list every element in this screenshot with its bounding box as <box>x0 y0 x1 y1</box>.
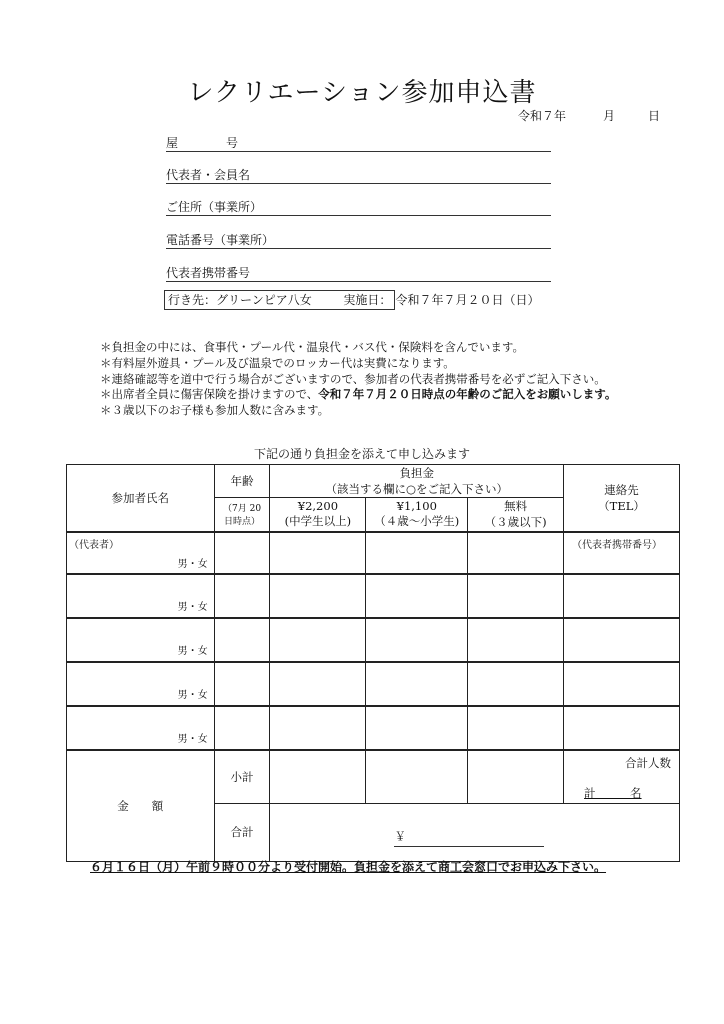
event-date-label: 実施日： <box>343 293 392 307</box>
fee-2200-cell[interactable] <box>270 574 366 618</box>
note-3: ＊連絡確認等を道中で行う場合がございますので、参加者の代表者携帯番号を必ずご記入下さい。 <box>100 371 606 386</box>
fee-price-free: 無料 <box>504 499 528 514</box>
table-subtitle: 下記の通り負担金を添えて申し込みます <box>253 447 470 461</box>
fee-2200-cell[interactable] <box>270 662 366 706</box>
age-note-2: 日時点） <box>224 517 261 528</box>
age-cell[interactable] <box>214 532 270 574</box>
phone-field[interactable] <box>166 232 551 249</box>
participant-row <box>67 706 680 750</box>
date-era: 令和７年 <box>518 109 567 123</box>
mobile-label: 代表者携帯番号 <box>166 266 251 280</box>
total-people-cell[interactable] <box>564 750 680 804</box>
participant-name-cell[interactable] <box>67 532 215 574</box>
page-title: レクリエーション参加申込書 <box>187 78 537 108</box>
subtotal-free-cell[interactable] <box>468 750 564 804</box>
destination-info <box>164 290 395 310</box>
fee-2200-cell[interactable] <box>270 706 366 750</box>
gender-select[interactable]: 男・女 <box>177 601 208 613</box>
participant-name-cell[interactable] <box>67 574 215 618</box>
representative-name-field[interactable] <box>166 167 551 184</box>
fee-2200-cell[interactable] <box>270 532 366 574</box>
age-cell[interactable] <box>214 706 270 750</box>
event-date-value: 令和７年７月２０日（日） <box>395 293 540 307</box>
subtotal-row <box>67 750 680 804</box>
yen-symbol: ￥ <box>394 828 406 843</box>
note-4-bold: 令和７年７月２０日時点の年齢のご記入をお願いします。 <box>318 387 617 402</box>
contact-cell[interactable] <box>564 574 680 618</box>
fee-free-cell[interactable] <box>468 532 564 574</box>
notes <box>100 340 616 419</box>
total-people-label: 合計人数 <box>625 755 671 770</box>
fee-price-2200: ¥2,200 <box>297 499 339 514</box>
age-header: 年齢 <box>214 465 270 498</box>
subtotal-label: 小計 <box>214 750 270 804</box>
fee-1100-cell[interactable] <box>366 574 468 618</box>
destination-label: 行き先：グリーンピア八女 <box>168 293 312 307</box>
note-2: ＊有料屋外遊具・プール及び温泉でのロッカー代は実費になります。 <box>100 355 455 370</box>
footer-notice: ６月１６日（月）午前９時００分より受付開始。負担金を添えて商工会窓口でお申込み下さい。 <box>90 860 607 874</box>
total-people-count: 計 名 <box>584 785 642 800</box>
contact-header-sub: （TEL） <box>598 498 645 513</box>
subtotal-1100-cell[interactable] <box>366 750 468 804</box>
participant-name-cell[interactable] <box>67 662 215 706</box>
participant-row <box>67 662 680 706</box>
fee-group-1100: （４歳～小学生) <box>374 514 460 529</box>
mobile-field[interactable] <box>166 265 551 282</box>
note-1: ＊負担金の中には、食事代・プール代・温泉代・バス代・保険料を含んでいます。 <box>100 340 525 354</box>
gender-select[interactable]: 男・女 <box>177 558 208 570</box>
gender-select[interactable]: 男・女 <box>177 645 208 657</box>
fee-col-1100 <box>366 498 468 532</box>
note-4-text: ＊出席者全員に傷害保険を掛けますので、 <box>100 387 319 402</box>
total-amount-cell[interactable] <box>270 803 680 861</box>
gender-select[interactable]: 男・女 <box>177 689 208 701</box>
participant-row <box>67 574 680 618</box>
representative-label: （代表者） <box>69 539 119 551</box>
fee-col-free <box>468 498 564 532</box>
fee-free-cell[interactable] <box>468 706 564 750</box>
shop-name-field[interactable] <box>166 135 551 152</box>
contact-cell[interactable] <box>564 618 680 662</box>
fee-1100-cell[interactable] <box>366 662 468 706</box>
fee-1100-cell[interactable] <box>366 706 468 750</box>
contact-cell[interactable] <box>564 532 680 574</box>
participant-row <box>67 618 680 662</box>
representative-name-label: 代表者・会員名 <box>166 168 251 182</box>
application-table <box>66 464 680 862</box>
fee-free-cell[interactable] <box>468 574 564 618</box>
fee-free-cell[interactable] <box>468 618 564 662</box>
fee-header-note: （該当する欄に○をご記入下さい） <box>325 482 509 496</box>
participant-row <box>67 532 680 574</box>
fee-col-2200 <box>270 498 366 532</box>
total-label: 合計 <box>214 803 270 861</box>
fee-header-title: 負担金 <box>399 466 434 480</box>
shop-name-label: 屋 号 <box>166 136 239 150</box>
address-field[interactable] <box>166 199 551 216</box>
fee-1100-cell[interactable] <box>366 618 468 662</box>
contact-header-title: 連絡先 <box>604 482 639 497</box>
age-cell[interactable] <box>214 662 270 706</box>
age-cell[interactable] <box>214 574 270 618</box>
fee-2200-cell[interactable] <box>270 618 366 662</box>
address-label: ご住所（事業所） <box>166 200 263 214</box>
fee-1100-cell[interactable] <box>366 532 468 574</box>
date-day: 日 <box>648 109 661 123</box>
date-month: 月 <box>603 109 616 123</box>
header-row <box>67 465 680 498</box>
fee-free-cell[interactable] <box>468 662 564 706</box>
age-note <box>214 498 270 532</box>
gender-select[interactable]: 男・女 <box>177 733 208 745</box>
rep-phone-label: （代表者携帯番号） <box>572 539 663 551</box>
amount-label: 金 額 <box>67 750 215 862</box>
fee-group-free: （３歳以下) <box>484 515 547 530</box>
participant-name-cell[interactable] <box>67 618 215 662</box>
note-4 <box>100 387 616 403</box>
age-note-1: （7月 20 <box>223 504 262 515</box>
participant-name-cell[interactable] <box>67 706 215 750</box>
fee-price-1100: ¥1,100 <box>396 499 437 514</box>
fee-group-2200: (中学生以上) <box>284 514 352 529</box>
age-cell[interactable] <box>214 618 270 662</box>
phone-label: 電話番号（事業所） <box>166 233 275 247</box>
destination-box <box>164 290 539 308</box>
yen-field[interactable] <box>394 828 544 847</box>
contact-cell[interactable] <box>564 662 680 706</box>
name-header: 参加者氏名 <box>67 465 215 532</box>
contact-cell[interactable] <box>564 706 680 750</box>
contact-header <box>564 465 680 532</box>
note-5: ＊３歳以下のお子様も参加人数に含みます。 <box>100 403 330 418</box>
subtotal-2200-cell[interactable] <box>270 750 366 804</box>
fee-header <box>270 465 564 498</box>
